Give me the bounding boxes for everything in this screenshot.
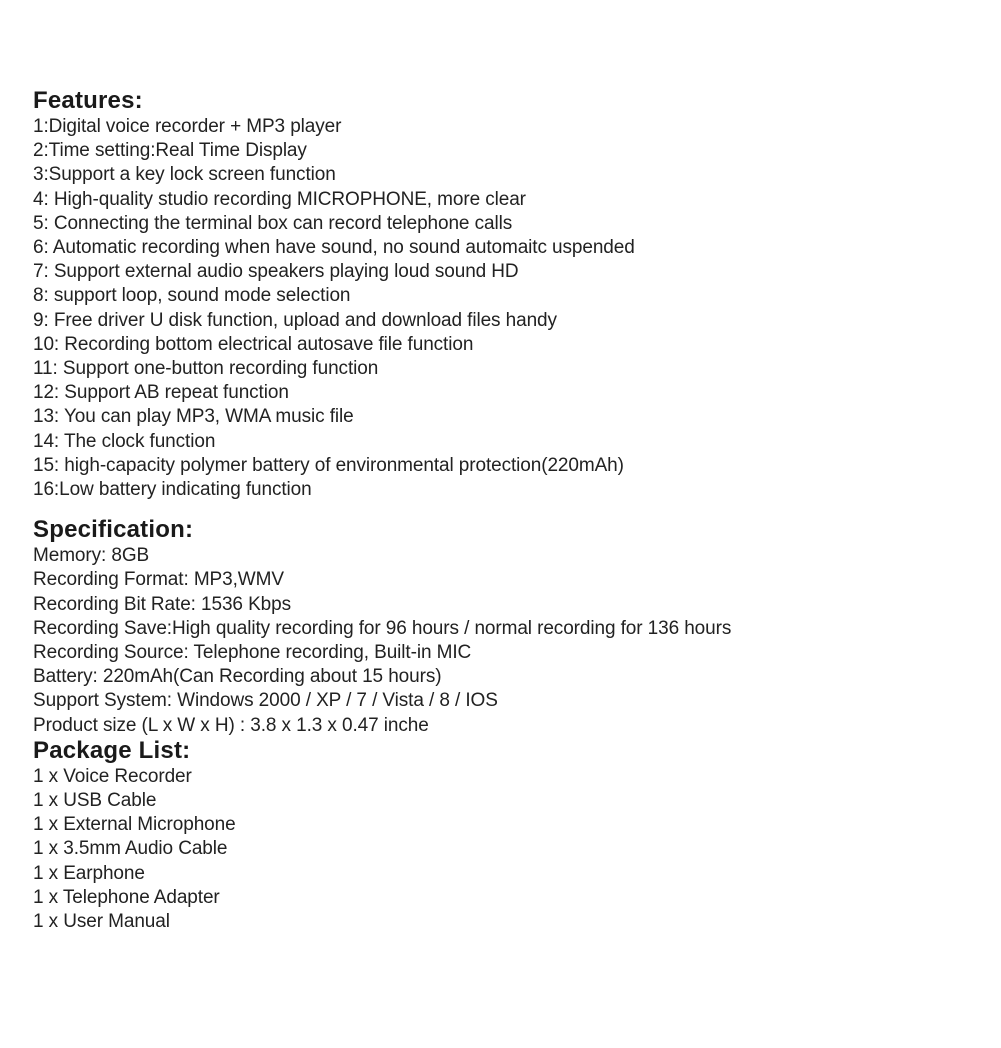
spec-item: Recording Format: MP3,WMV: [33, 569, 284, 591]
feature-item: 14: The clock function: [33, 430, 216, 452]
feature-item: 12: Support AB repeat function: [33, 382, 289, 404]
spec-item: Recording Source: Telephone recording, Built-in MIC: [33, 642, 472, 664]
features-section: [33, 86, 973, 502]
feature-item: 2:Time setting:Real Time Display: [33, 140, 307, 162]
specification-list: [33, 544, 973, 738]
feature-item: 1:Digital voice recorder + MP3 player: [33, 116, 342, 137]
spec-item: Recording Bit Rate: 1536 Kbps: [33, 593, 291, 615]
package-item: 1 x External Microphone: [33, 814, 236, 836]
package-list: [33, 765, 973, 934]
feature-item: 4: High-quality studio recording MICROPHONE, more clear: [33, 188, 526, 210]
feature-item: 10: Recording bottom electrical autosave file function: [33, 333, 474, 355]
feature-item: 3:Support a key lock screen function: [33, 164, 336, 186]
package-item: 1 x Voice Recorder: [33, 765, 192, 787]
package-item: 1 x Telephone Adapter: [33, 886, 220, 908]
feature-item: 11: Support one-button recording function: [33, 358, 379, 380]
features-list: [33, 115, 973, 502]
product-description-sheet: [33, 86, 973, 934]
specification-section: [33, 515, 973, 738]
feature-item: 13: You can play MP3, WMA music file: [33, 406, 354, 428]
features-heading: Features:: [33, 87, 143, 114]
spec-item: Product size (L x W x H) : 3.8 x 1.3 x 0.47 inche: [33, 714, 429, 736]
spec-item: Battery: 220mAh(Can Recording about 15 hours): [33, 666, 442, 688]
feature-item: 7: Support external audio speakers playing loud sound HD: [33, 261, 519, 283]
spec-item: Support System: Windows 2000 / XP / 7 / Vista / 8 / IOS: [33, 690, 498, 712]
spec-item: Memory: 8GB: [33, 545, 150, 567]
specification-heading: Specification:: [33, 516, 194, 544]
feature-item: 9: Free driver U disk function, upload and download files handy: [33, 309, 557, 331]
feature-item: 6: Automatic recording when have sound, no sound automaitc uspended: [33, 237, 635, 259]
feature-item: 15: high-capacity polymer battery of environmental protection(220mAh): [33, 454, 624, 476]
package-list-heading: Package List:: [33, 736, 191, 764]
feature-item: 16:Low battery indicating function: [33, 479, 312, 501]
package-item: 1 x USB Cable: [33, 790, 157, 812]
package-item: 1 x Earphone: [33, 862, 145, 884]
package-item: 1 x 3.5mm Audio Cable: [33, 838, 228, 860]
spec-item: Recording Save:High quality recording for 96 hours / normal recording for 136 hours: [33, 617, 732, 639]
package-item: 1 x User Manual: [33, 911, 170, 933]
feature-item: 5: Connecting the terminal box can record telephone calls: [33, 212, 513, 234]
feature-item: 8: support loop, sound mode selection: [33, 285, 351, 307]
package-list-section: [33, 736, 973, 934]
